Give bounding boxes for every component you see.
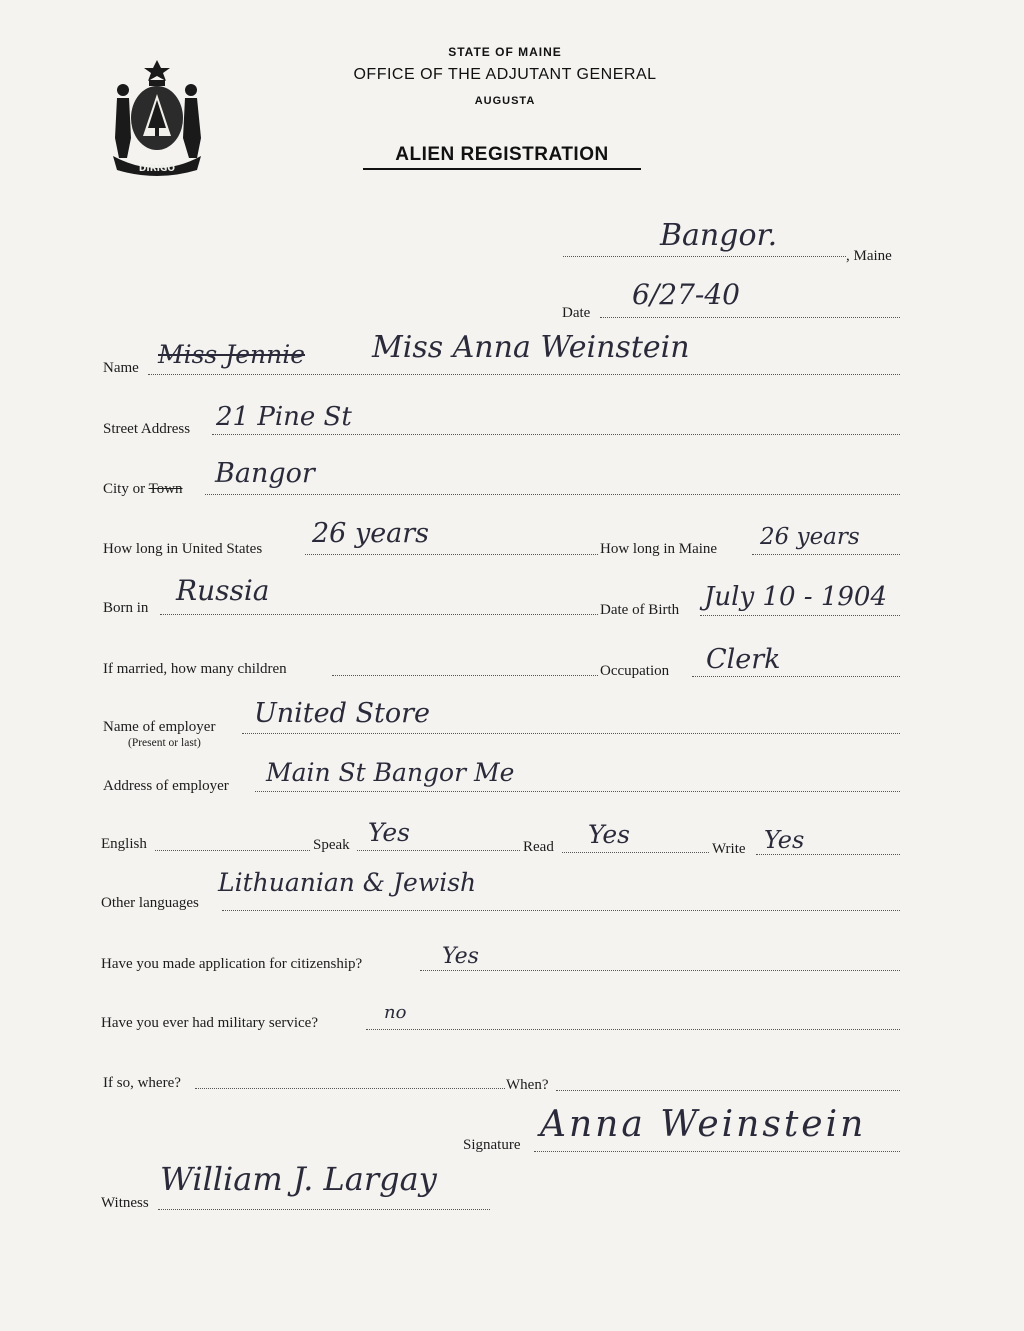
citizenship-value[interactable]: Yes bbox=[442, 944, 479, 969]
svg-text:DIRIGO: DIRIGO bbox=[138, 164, 176, 174]
date-of-birth-line bbox=[700, 615, 900, 616]
us-length-value[interactable]: 26 years bbox=[312, 518, 430, 549]
witness-signature: William J. Largay bbox=[160, 1160, 437, 1198]
other-languages-label: Other languages bbox=[101, 895, 199, 911]
employer-value[interactable]: United Store bbox=[254, 698, 430, 729]
city-value[interactable]: Bangor bbox=[215, 458, 315, 489]
employer-address-label: Address of employer bbox=[103, 778, 229, 794]
date-label: Date bbox=[562, 305, 591, 321]
read-value[interactable]: Yes bbox=[588, 820, 630, 849]
date-line bbox=[600, 317, 900, 318]
occupation-value[interactable]: Clerk bbox=[706, 644, 781, 675]
occupation-label: Occupation bbox=[600, 663, 670, 679]
city-label bbox=[103, 481, 183, 498]
speak-line bbox=[357, 850, 520, 851]
city-line bbox=[205, 494, 900, 495]
when-label: When? bbox=[506, 1077, 549, 1093]
employer-label: Name of employer bbox=[103, 719, 216, 735]
city-label-prefix: City or bbox=[103, 481, 146, 497]
maine-state-seal bbox=[105, 58, 209, 176]
citizenship-line bbox=[420, 970, 900, 971]
date-of-birth-value[interactable]: July 10 - 1904 bbox=[704, 582, 888, 612]
children-line bbox=[332, 675, 598, 676]
title-underline bbox=[363, 168, 641, 170]
english-line bbox=[155, 850, 310, 851]
occupation-line bbox=[692, 676, 900, 677]
state-heading: STATE OF MAINE bbox=[448, 45, 562, 59]
signature-label: Signature bbox=[463, 1137, 521, 1153]
us-length-label: How long in United States bbox=[103, 541, 263, 557]
children-label: If married, how many children bbox=[103, 661, 287, 677]
witness-label: Witness bbox=[101, 1195, 149, 1211]
street-address-line bbox=[212, 434, 900, 435]
english-label: English bbox=[101, 836, 147, 852]
city-heading: AUGUSTA bbox=[474, 95, 536, 107]
where-line bbox=[195, 1088, 505, 1089]
street-address-value[interactable]: 21 Pine St bbox=[216, 402, 352, 432]
date-value[interactable]: 6/27-40 bbox=[632, 278, 740, 311]
us-length-line bbox=[305, 554, 598, 555]
write-value[interactable]: Yes bbox=[764, 826, 805, 854]
place-line bbox=[563, 256, 846, 257]
read-line bbox=[562, 852, 709, 853]
military-label: Have you ever had military service? bbox=[101, 1015, 318, 1031]
read-label: Read bbox=[523, 839, 554, 855]
maine-label: , Maine bbox=[846, 248, 892, 264]
speak-value[interactable]: Yes bbox=[368, 818, 410, 847]
name-label: Name bbox=[103, 360, 139, 376]
maine-length-value[interactable]: 26 years bbox=[760, 524, 860, 550]
born-in-line bbox=[160, 614, 598, 615]
military-line bbox=[366, 1029, 900, 1030]
write-line bbox=[756, 854, 900, 855]
born-in-value[interactable]: Russia bbox=[176, 574, 270, 607]
employer-sublabel: (Present or last) bbox=[128, 737, 201, 749]
signature-value: Anna Weinstein bbox=[540, 1104, 867, 1145]
employer-address-line bbox=[255, 791, 900, 792]
street-address-label: Street Address bbox=[103, 421, 191, 437]
speak-label: Speak bbox=[313, 837, 350, 853]
citizenship-label: Have you made application for citizenship? bbox=[101, 956, 363, 972]
form-title: ALIEN REGISTRATION bbox=[395, 144, 609, 165]
other-languages-line bbox=[222, 910, 900, 911]
town-label-struck: Town bbox=[148, 481, 183, 497]
name-line bbox=[148, 374, 900, 375]
when-line bbox=[556, 1090, 900, 1091]
maine-length-label: How long in Maine bbox=[600, 541, 718, 557]
write-label: Write bbox=[712, 841, 746, 857]
witness-line bbox=[158, 1209, 490, 1210]
place-value[interactable]: Bangor. bbox=[660, 218, 778, 253]
where-label: If so, where? bbox=[103, 1075, 181, 1091]
signature-line bbox=[534, 1151, 900, 1152]
office-heading: OFFICE OF THE ADJUTANT GENERAL bbox=[353, 66, 657, 83]
born-in-label: Born in bbox=[103, 600, 149, 616]
date-of-birth-label: Date of Birth bbox=[600, 602, 680, 618]
military-value[interactable]: no bbox=[384, 1002, 407, 1023]
name-struck-value: Miss Jennie bbox=[158, 340, 306, 369]
employer-line bbox=[242, 733, 900, 734]
maine-length-line bbox=[752, 554, 900, 555]
other-languages-value[interactable]: Lithuanian & Jewish bbox=[218, 868, 477, 897]
name-value[interactable]: Miss Anna Weinstein bbox=[372, 330, 690, 365]
employer-address-value[interactable]: Main St Bangor Me bbox=[266, 758, 515, 787]
